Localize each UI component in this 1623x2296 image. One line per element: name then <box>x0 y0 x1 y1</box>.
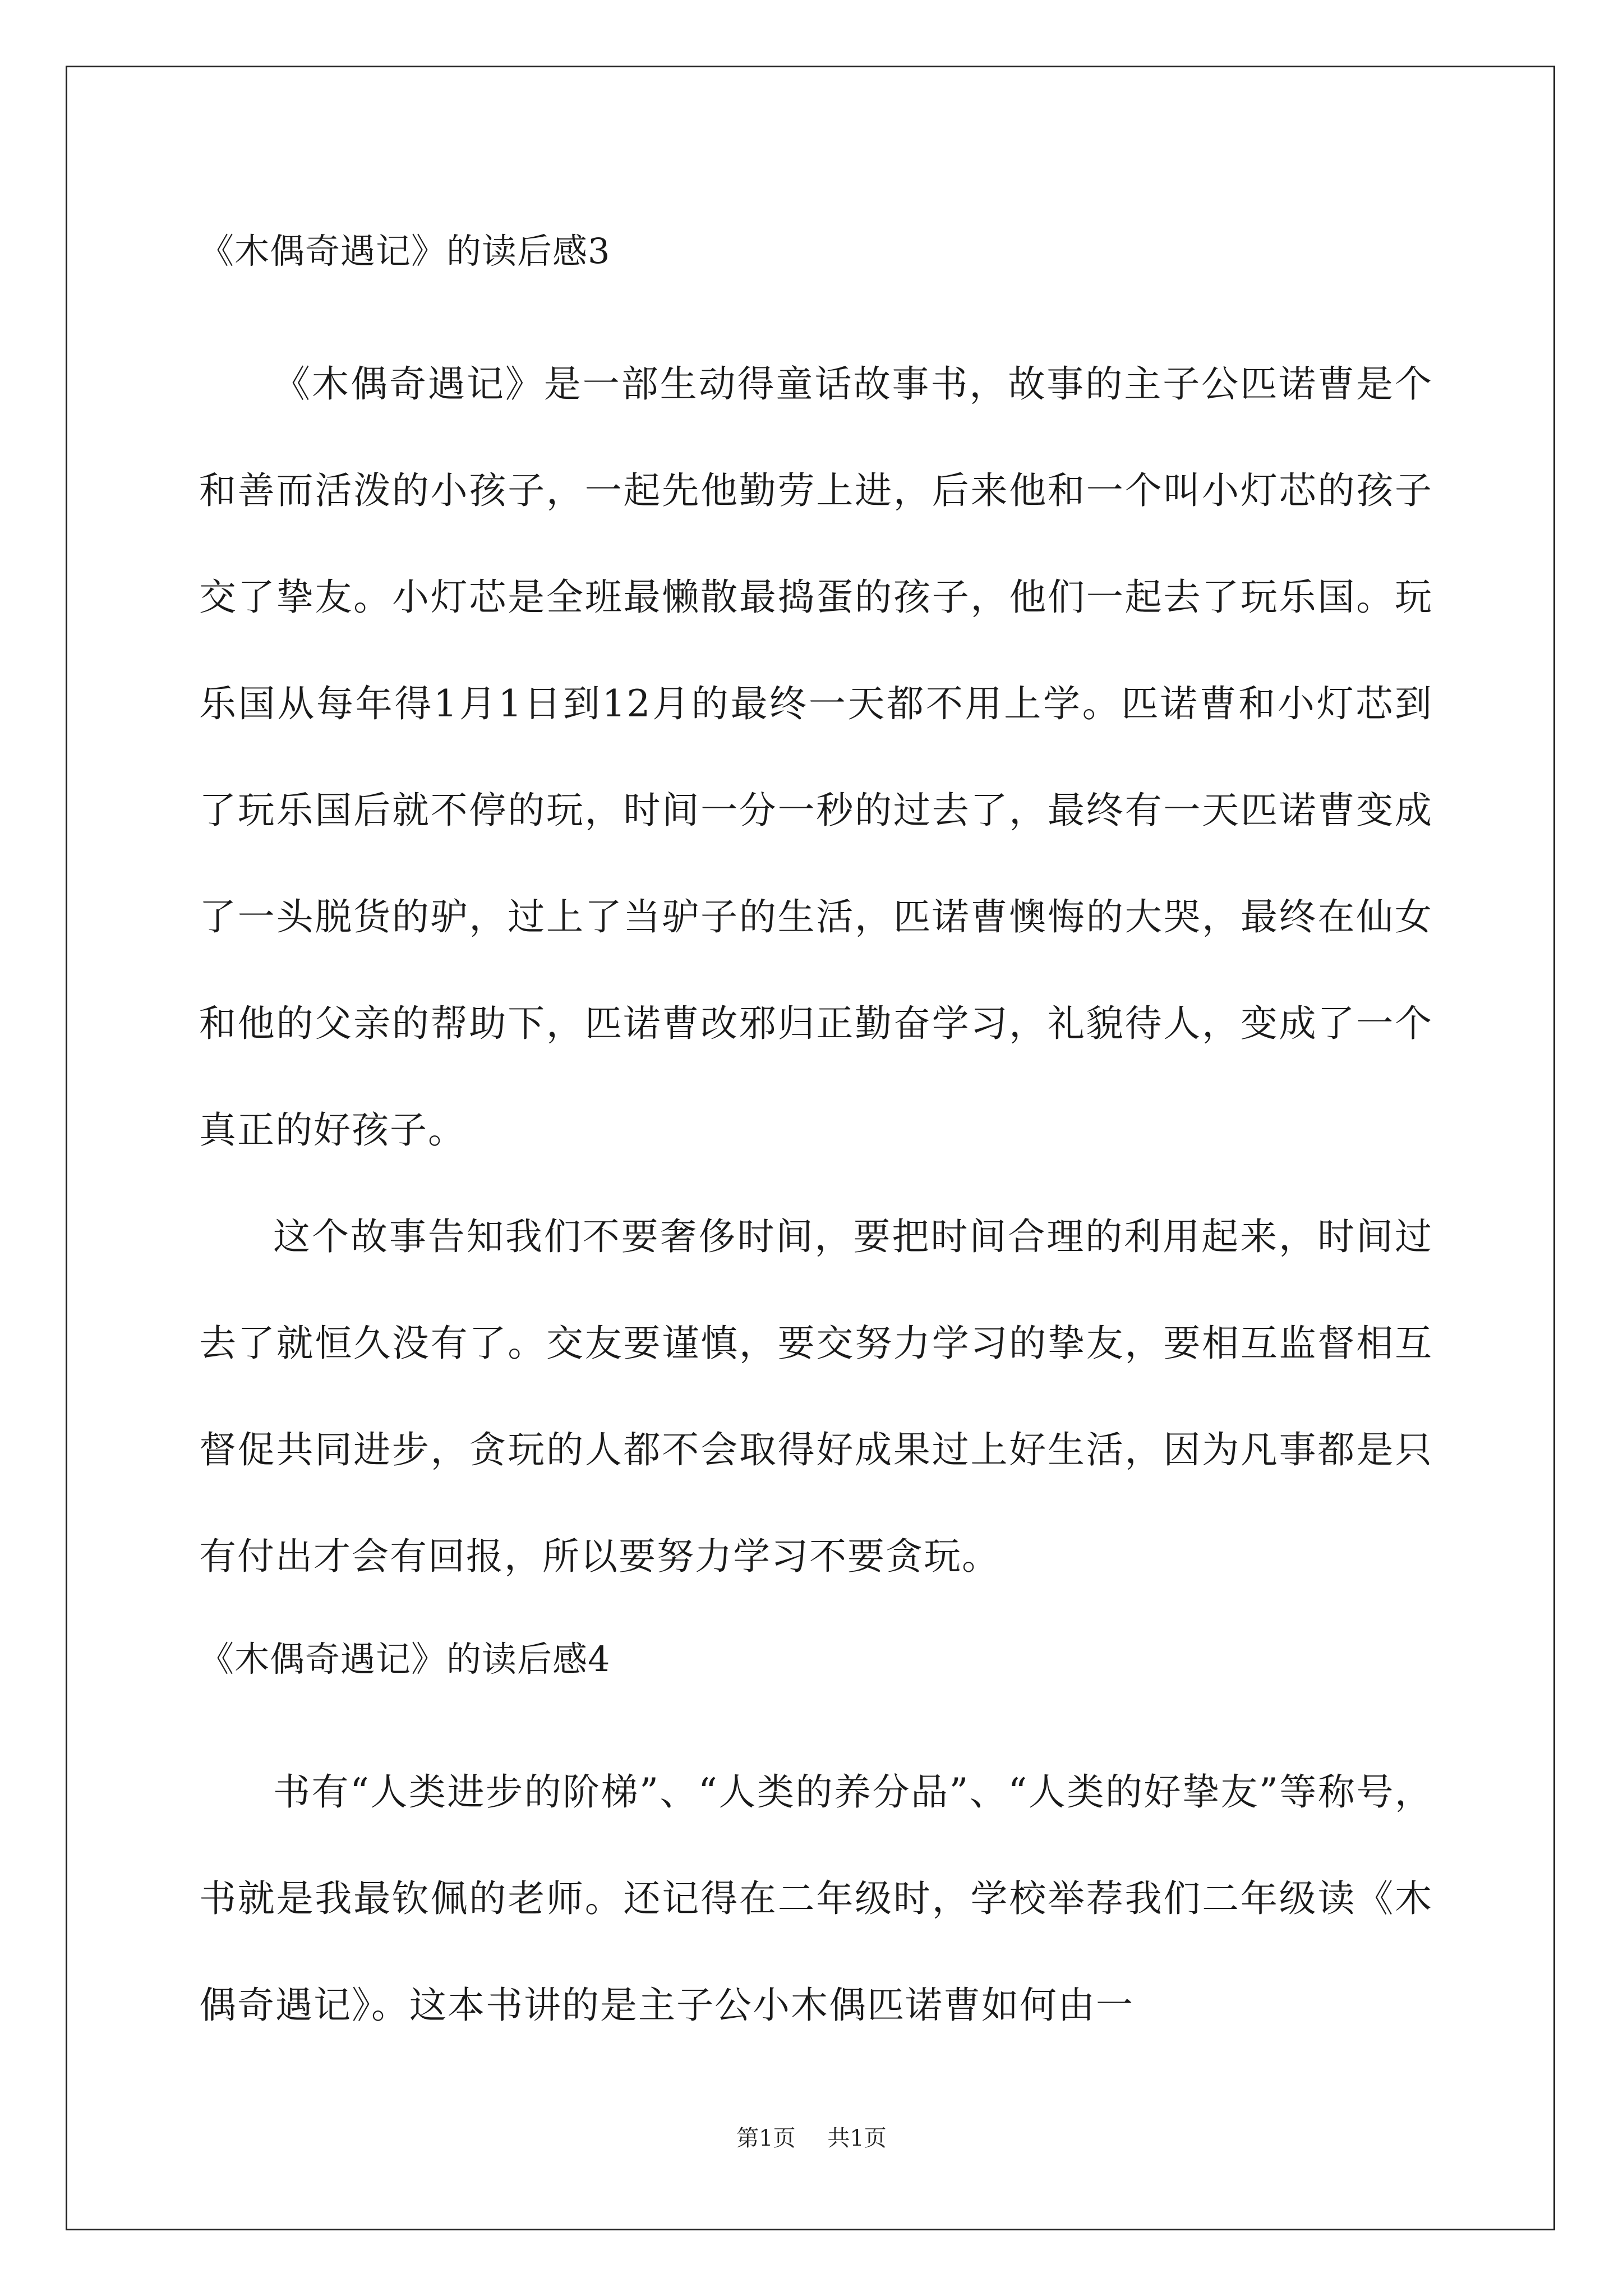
paragraph-4-1: 书有“人类进步的阶梯”、“人类的养分品”、“人类的好挚友”等称号，书就是我最钦佩的老师。还记得在二年级时，学校举荐我们二年级读《木偶奇遇记》。这本书讲的是主子公小木偶匹诺曹如何由一 <box>199 1770 1433 2027</box>
page-footer <box>0 2120 1623 2152</box>
section-heading-4: 《木偶奇遇记》的读后感4 <box>199 1639 611 1680</box>
page-number-total: 共1页 <box>827 2125 887 2151</box>
section-heading-3: 《木偶奇遇记》的读后感3 <box>199 231 611 272</box>
paragraph-3-1: 《木偶奇遇记》是一部生动得童话故事书，故事的主子公匹诺曹是个和善而活泼的小孩子，一起先他勤劳上进，后来他和一个叫小灯芯的孩子交了挚友。小灯芯是全班最懒散最捣蛋的孩子，他们一起去了玩乐国。玩乐国从每年得1月1日到12月的最终一天都不用上学。匹诺曹和小灯芯到了玩乐国后就不停的玩，时间一分一秒的过去了，最终有一天匹诺曹变成了一头脱货的驴，过上了当驴子的生活，匹诺曹懊悔的大哭，最终在仙女和他的父亲的帮助下，匹诺曹改邪归正勤奋学习，礼貌待人，变成了一个真正的好孩子。 <box>199 362 1433 1152</box>
document-body <box>199 224 1433 2059</box>
paragraph-3-2: 这个故事告知我们不要奢侈时间，要把时间合理的利用起来，时间过去了就恒久没有了。交友要谨慎，要交努力学习的挚友，要相互监督相互督促共同进步，贪玩的人都不会取得好成果过上好生活，因为凡事都是只有付出才会有回报，所以要努力学习不要贪玩。 <box>199 1215 1433 1578</box>
page-number-current: 第1页 <box>736 2125 796 2151</box>
